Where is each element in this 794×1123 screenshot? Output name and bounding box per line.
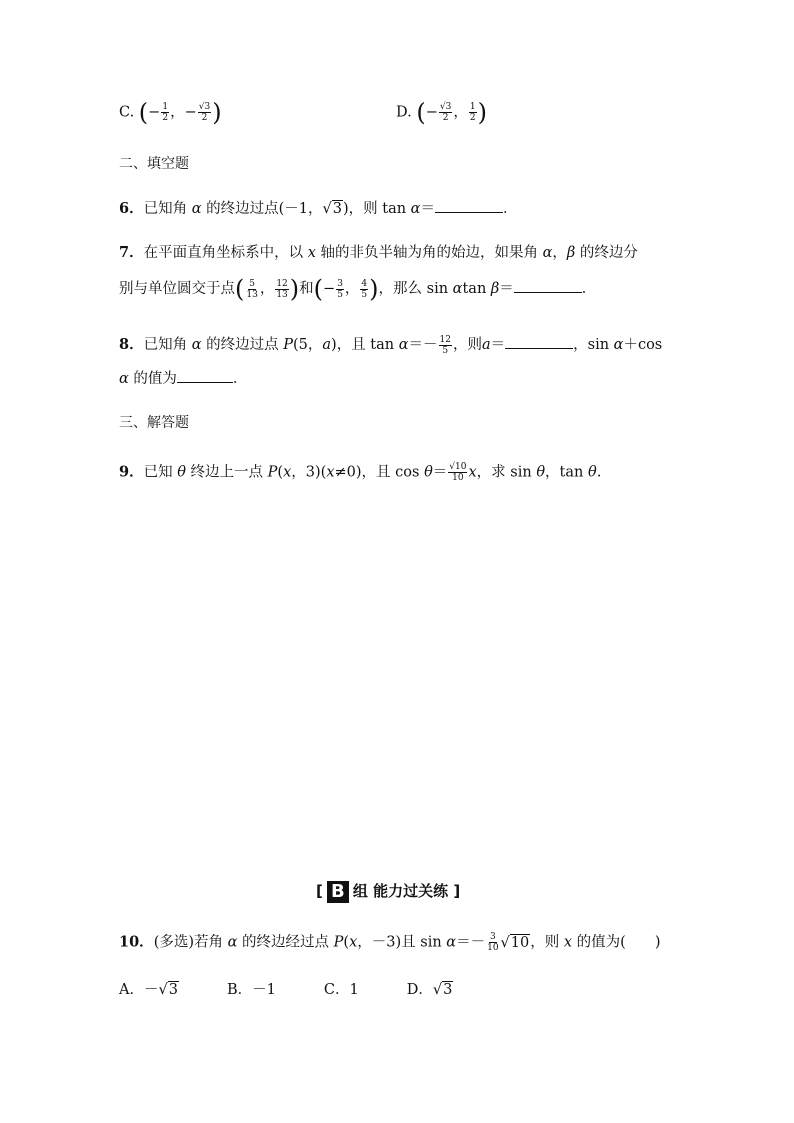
paren-open: (	[138, 98, 149, 127]
answer-blank-value[interactable]	[177, 368, 233, 383]
fraction	[439, 102, 452, 123]
symbol: α	[119, 371, 129, 387]
radicand: 10	[510, 934, 530, 951]
fraction	[161, 102, 169, 123]
separator: ，	[453, 104, 468, 121]
text: )，且 tan	[331, 337, 399, 353]
text: ，	[344, 281, 360, 297]
text: ＝	[420, 201, 435, 217]
question-7-line-1	[119, 243, 638, 263]
text: .	[596, 464, 602, 481]
radicand: 3	[168, 982, 178, 998]
numerator: √3	[439, 102, 452, 112]
question-10-options	[119, 980, 501, 1000]
question-8-line-2	[119, 368, 247, 389]
text: 已知角	[143, 201, 192, 217]
text: 和	[299, 281, 314, 297]
symbol: x	[349, 934, 358, 951]
text: )，则 tan	[342, 201, 411, 217]
symbol: θ	[536, 464, 546, 481]
symbol: x	[468, 464, 477, 481]
text: ，则	[530, 934, 564, 951]
answer-blank-a[interactable]	[505, 334, 573, 349]
denominator: 2	[442, 113, 449, 123]
text: 的终边分	[575, 245, 638, 261]
denominator: 10	[487, 943, 499, 953]
option-text: D．	[406, 982, 433, 998]
question-9	[119, 462, 601, 483]
numerator: 12	[276, 278, 288, 289]
denominator: 10	[452, 473, 464, 483]
question-6	[119, 198, 517, 219]
option-label: D.	[396, 104, 412, 121]
text: ，sin	[573, 337, 614, 353]
option-b[interactable]: B．－1	[226, 982, 276, 998]
text: 的值为	[128, 371, 177, 387]
text: 的终边经过点	[237, 934, 334, 951]
paren-close: )	[369, 275, 379, 303]
text: 已知角	[143, 337, 192, 353]
symbol: α	[398, 337, 409, 353]
fraction	[469, 102, 477, 123]
option-label: C.	[119, 104, 135, 121]
paren-open: (	[235, 275, 245, 303]
fraction	[198, 102, 211, 123]
paren-close: )	[477, 98, 487, 127]
symbol: α	[191, 337, 202, 353]
symbol: α	[542, 245, 553, 261]
sign: −	[148, 104, 161, 121]
q5-option-d	[396, 98, 487, 127]
numerator: 4	[361, 278, 368, 289]
denominator: 2	[162, 113, 169, 123]
bracket-open: [	[316, 882, 323, 900]
text: 已知	[143, 464, 178, 481]
option-d[interactable]	[407, 980, 454, 1000]
fraction	[448, 462, 467, 483]
sqrt: √10	[500, 934, 530, 951]
text: ≠0)，且 cos	[334, 464, 425, 481]
symbol: α	[191, 201, 202, 217]
paren-close: )	[212, 98, 222, 127]
sign: −	[323, 281, 336, 297]
text: ．	[232, 371, 248, 387]
q5-option-c	[119, 98, 222, 127]
option-a[interactable]	[119, 980, 179, 1000]
text: ，3)(	[291, 464, 327, 481]
fraction	[439, 335, 452, 356]
symbol: P	[267, 464, 278, 481]
text: tan	[462, 281, 491, 297]
text: ，tan	[545, 464, 588, 481]
symbol: x	[563, 934, 573, 951]
sign: −	[184, 104, 197, 121]
text: 别与单位圆交于点	[119, 281, 235, 297]
denominator: 13	[246, 289, 258, 300]
denominator: 5	[442, 345, 449, 356]
text: ＋cos	[623, 337, 663, 353]
denominator: 13	[276, 289, 288, 300]
question-7-line-2	[119, 275, 597, 303]
text: ＝	[432, 464, 448, 481]
denominator: 5	[337, 289, 343, 300]
text: ＝	[490, 337, 506, 353]
fraction	[275, 279, 288, 300]
text: 的终边过点(－1，	[201, 201, 323, 217]
symbol: α	[452, 281, 463, 297]
numerator: √10	[449, 462, 467, 472]
question-8-line-1	[119, 334, 662, 356]
symbol: a	[481, 337, 491, 353]
text: ．	[502, 201, 518, 217]
text: (	[277, 464, 284, 481]
sqrt: √3	[432, 982, 453, 998]
text: ．	[581, 281, 597, 297]
text: ，求 sin	[476, 464, 537, 481]
group-letter-badge: B	[327, 881, 349, 903]
symbol: α	[613, 337, 624, 353]
sqrt: √3	[322, 201, 342, 217]
question-number: 6．	[119, 200, 144, 217]
text: 的终边过点	[201, 337, 284, 353]
symbol: α	[410, 201, 421, 217]
fraction	[245, 279, 258, 300]
group-b-header	[316, 880, 460, 903]
fraction	[486, 932, 499, 953]
text: ，那么 sin	[378, 281, 453, 297]
symbol: a	[322, 337, 332, 353]
numerator: 1	[469, 102, 476, 112]
symbol: P	[283, 337, 293, 353]
text: (	[343, 934, 350, 951]
numerator: 3	[489, 932, 496, 942]
radicand: 3	[332, 201, 342, 217]
text: ＝	[499, 281, 514, 297]
symbol: α	[227, 934, 238, 951]
symbol: θ	[177, 464, 186, 481]
section-title-answer: 三、解答题	[119, 415, 189, 431]
radicand: 3	[443, 982, 453, 998]
question-number: 8．	[119, 336, 144, 353]
sign: −	[425, 104, 438, 121]
bracket-close: ]	[453, 882, 461, 900]
symbol: α	[446, 934, 457, 951]
text: ，则	[452, 337, 482, 353]
paren-open: (	[416, 98, 426, 127]
separator: ，	[170, 104, 185, 121]
symbol: x	[326, 464, 335, 481]
numerator: 5	[249, 278, 255, 289]
group-label: 组 能力过关练	[352, 882, 449, 900]
symbol: P	[333, 934, 344, 951]
text: ＝－	[408, 337, 438, 353]
answer-blank[interactable]	[435, 198, 503, 213]
symbol: θ	[424, 464, 433, 481]
answer-blank[interactable]	[514, 278, 582, 293]
fraction	[336, 279, 344, 300]
text: (多选)若角	[153, 934, 228, 951]
option-text: A．－	[119, 982, 159, 998]
sqrt: √3	[158, 982, 178, 998]
fraction	[360, 279, 368, 300]
symbol: x	[307, 245, 316, 261]
question-10	[119, 932, 660, 953]
question-number: 10．	[119, 933, 154, 951]
symbol: θ	[587, 464, 597, 481]
numerator: √3	[198, 102, 211, 112]
text: ＝－	[456, 934, 486, 951]
symbol: β	[490, 281, 500, 297]
paren-open: (	[313, 275, 324, 303]
text: (5，	[292, 337, 323, 353]
text: 轴的非负半轴为角的始边，如果角	[315, 245, 543, 261]
option-c[interactable]: C．1	[323, 982, 359, 998]
section-title-fill-blank: 二、填空题	[119, 156, 189, 172]
symbol: β	[566, 245, 576, 261]
denominator: 2	[201, 113, 208, 123]
text: 的值为( )	[572, 934, 661, 951]
question-number: 7．	[119, 244, 144, 261]
denominator: 2	[469, 113, 476, 123]
paren-close: )	[289, 275, 300, 303]
denominator: 5	[361, 289, 368, 300]
text: ，	[259, 281, 275, 297]
numerator: 12	[439, 334, 451, 345]
numerator: 3	[337, 278, 343, 289]
question-number: 9．	[119, 463, 144, 481]
text: ，	[552, 245, 567, 261]
text: ，－3)且 sin	[357, 934, 447, 951]
text: 终边上一点	[185, 464, 268, 481]
text: 在平面直角坐标系中，以	[143, 245, 308, 261]
symbol: x	[283, 464, 292, 481]
numerator: 1	[162, 102, 169, 112]
